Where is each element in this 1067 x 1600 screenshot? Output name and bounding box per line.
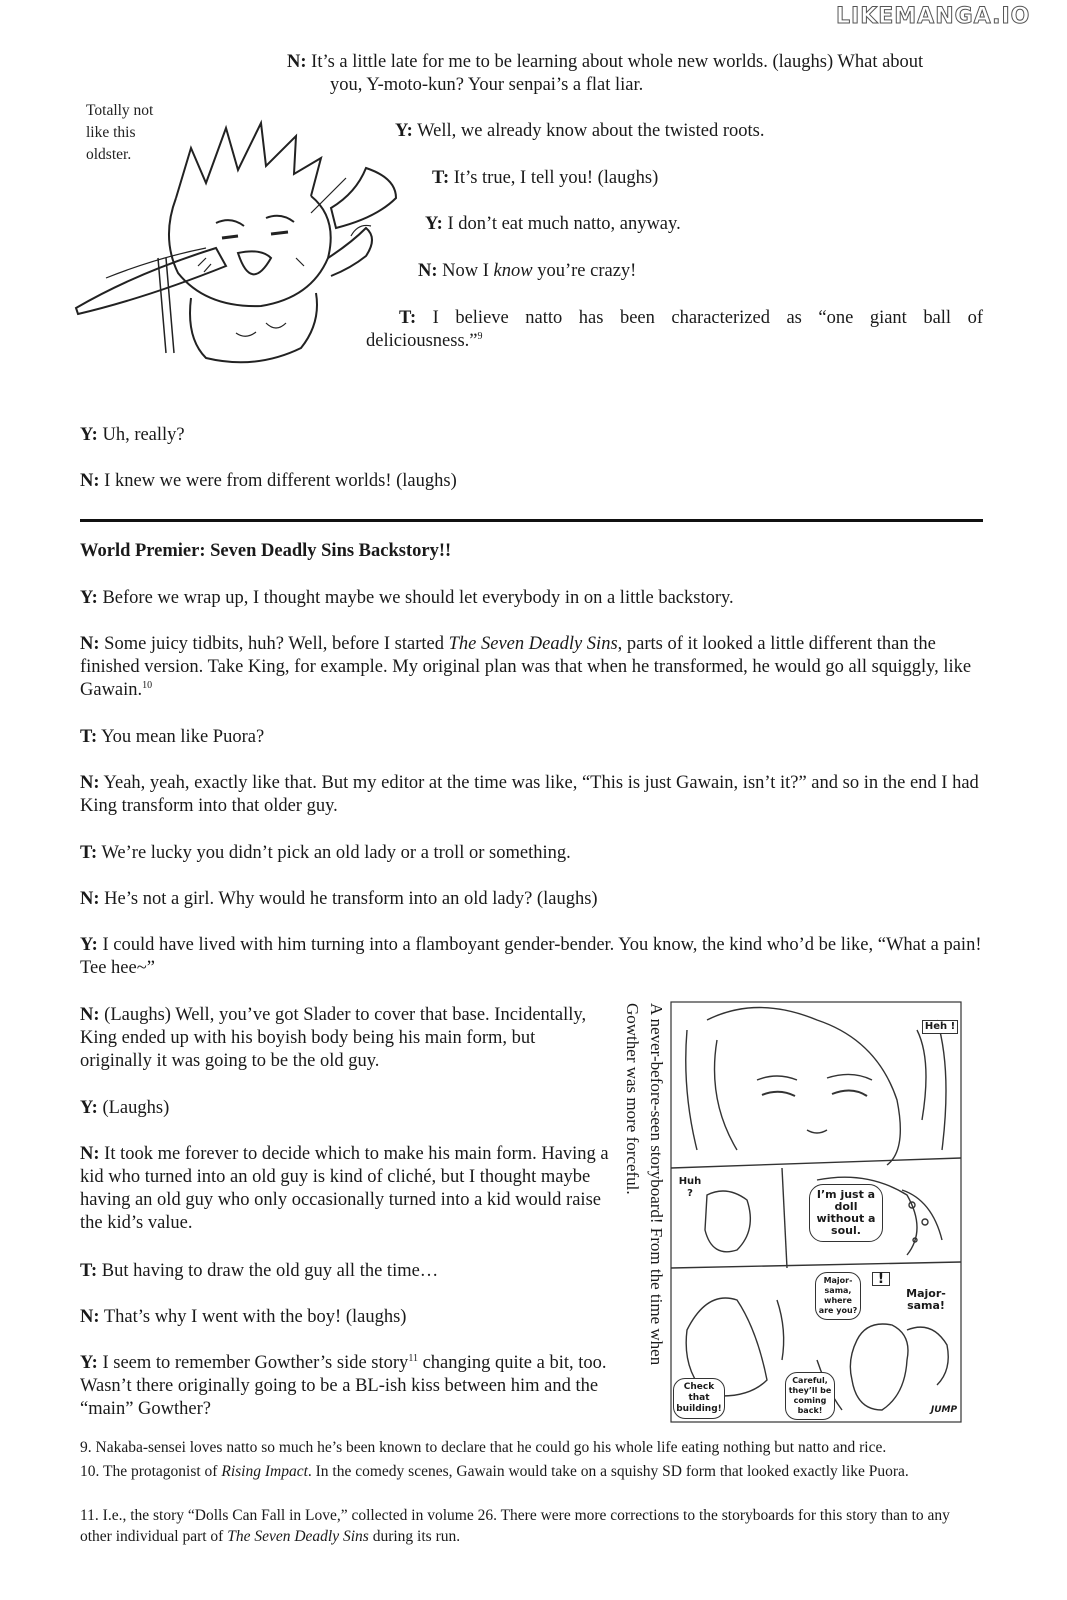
dialogue-text: you’re crazy!	[532, 261, 637, 281]
speaker-label: Y:	[80, 588, 98, 608]
speaker-label: T:	[80, 843, 98, 863]
body-paragraph	[80, 587, 985, 610]
dialogue-text: It took me forever to decide which to make his main form. Having a kid who turned into an old guy is kind of cliché, but I thought maybe having an old guy who only occasionally turned into a kid would raise the kid’s value.	[80, 1144, 609, 1233]
dialogue-text: You mean like Puora?	[101, 727, 265, 747]
dialogue-text: deliciousness.”	[366, 331, 478, 351]
speech-bubble: Heh !	[922, 1020, 958, 1034]
speaker-label: N:	[80, 1307, 100, 1327]
dialogue-line	[330, 74, 643, 97]
speaker-label: Y:	[80, 425, 98, 445]
footnote	[80, 1461, 985, 1482]
emphasis: know	[493, 261, 533, 281]
watermark: LIKEMANGA.IO	[836, 4, 1031, 29]
speaker-label: N:	[80, 773, 100, 793]
body-paragraph	[80, 772, 985, 818]
speaker-label: T:	[399, 308, 417, 328]
dialogue-text: That’s why I went with the boy! (laughs)	[103, 1307, 407, 1327]
dialogue-text: It’s true, I tell you! (laughs)	[453, 168, 659, 188]
body-paragraph	[80, 1306, 610, 1329]
speech-bubble: Major-sama!	[906, 1287, 946, 1312]
dialogue-text: you, Y-moto-kun? Your senpai’s a flat liar.	[330, 75, 644, 95]
speaker-label: N:	[80, 634, 100, 654]
footnote-ref: 10	[142, 679, 153, 691]
dialogue-line	[366, 330, 483, 353]
body-paragraph	[80, 934, 985, 980]
speaker-label: N:	[80, 1144, 100, 1164]
footnote-text: 9. Nakaba-sensei loves natto so much he’s been known to declare that he could go his whole life eating nothing but natto and rice.	[80, 1439, 887, 1456]
dialogue-text: I don’t eat much natto, anyway.	[447, 214, 681, 234]
dialogue-text: We’re lucky you didn’t pick an old lady or a troll or something.	[101, 843, 571, 863]
body-paragraph	[80, 1143, 610, 1235]
speaker-label: N:	[418, 261, 438, 281]
footnote-ref: 9	[477, 330, 483, 342]
dialogue-line	[80, 470, 457, 493]
dialogue-text: changing quite a bit, too. Wasn’t there originally going to be a BL-ish kiss between him and the “main” Gowther?	[80, 1353, 607, 1419]
footnote-ref: 11	[408, 1352, 418, 1364]
footnote-text: 10. The protagonist of	[80, 1463, 222, 1480]
body-paragraph	[80, 842, 985, 865]
speech-bubble: Huh ?	[678, 1176, 702, 1199]
storyboard-image	[667, 1000, 965, 1430]
dialogue-line	[395, 120, 764, 143]
speech-bubble: Careful, they’ll be coming back!	[785, 1372, 835, 1420]
dialogue-text: It’s a little late for me to be learning about whole new worlds. (laughs) What about	[311, 52, 924, 72]
dialogue-text: Now I	[442, 261, 494, 281]
speaker-label: N:	[80, 889, 100, 909]
speaker-label: T:	[80, 727, 98, 747]
dialogue-text: I knew we were from different worlds! (laughs)	[104, 471, 457, 491]
footnote-text: 11. I.e., the story “Dolls Can Fall in Love,” collected in volume 26. There were more corrections to the storyboards for this story than to any other individual part of	[80, 1507, 950, 1545]
dialogue-text: Some juicy tidbits, huh? Well, before I started	[104, 634, 449, 654]
speaker-label: Y:	[80, 1353, 98, 1373]
body-paragraph	[80, 726, 985, 749]
dialogue-text: Well, we already know about the twisted roots.	[417, 121, 765, 141]
body-paragraph	[80, 1004, 610, 1073]
speaker-label: N:	[287, 52, 307, 72]
speaker-label: N:	[80, 1005, 100, 1025]
body-paragraph	[80, 1352, 620, 1421]
dialogue-text: (Laughs) Well, you’ve got Slader to cover that base. Incidentally, King ended up with his boyish body being his main form, but originally it was going to be the old guy.	[80, 1005, 587, 1071]
speaker-label: Y:	[395, 121, 413, 141]
sound-effect: JUMP	[930, 1405, 958, 1415]
dialogue-text: I believe natto has been characterized as “one giant ball of	[432, 308, 984, 328]
dialogue-text: , parts of it looked a little different than the finished version. Take King, for example. My original plan was that when he transformed, he would go all squiggly, like Gawain.	[80, 634, 972, 700]
caption-line: like this	[86, 124, 136, 141]
speech-bubble: !	[872, 1272, 890, 1286]
section-title: World Premier: Seven Deadly Sins Backstory!!	[80, 541, 452, 561]
speech-bubble: Major-sama, where are you?	[815, 1272, 861, 1320]
dialogue-line	[432, 167, 658, 190]
dialogue-line	[418, 260, 636, 283]
dialogue-line	[425, 213, 681, 236]
dialogue-text: He’s not a girl. Why would he transform into an old lady? (laughs)	[104, 889, 598, 909]
dialogue-line	[80, 424, 185, 447]
speech-bubble: Check that building!	[673, 1378, 725, 1419]
emphasis: Rising Impact	[221, 1463, 308, 1480]
dialogue-text: Uh, really?	[102, 425, 185, 445]
speaker-label: T:	[432, 168, 450, 188]
caption-line: oldster.	[86, 146, 132, 163]
speaker-label: Y:	[80, 1098, 98, 1118]
dialogue-line	[399, 307, 983, 330]
body-paragraph	[80, 1260, 610, 1283]
section-divider	[80, 519, 983, 522]
dialogue-text: Before we wrap up, I thought maybe we should let everybody in on a little backstory.	[102, 588, 734, 608]
body-paragraph	[80, 1097, 610, 1120]
dialogue-text: I could have lived with him turning into a flamboyant gender-bender. You know, the kind who’d be like, “What a pain! Tee hee~”	[80, 935, 982, 978]
footnote-text: during its run.	[368, 1528, 461, 1545]
footnote	[80, 1437, 985, 1458]
speaker-label: T:	[80, 1261, 98, 1281]
emphasis: The Seven Deadly Sins	[448, 634, 618, 654]
dialogue-line	[287, 51, 923, 74]
body-paragraph	[80, 633, 985, 702]
caption-line: Totally not	[86, 102, 154, 119]
storyboard-caption: A never-before-seen storyboard! From the time when Gowther was more forceful.	[623, 1003, 666, 1366]
footnote	[80, 1505, 985, 1547]
footnote-text: . In the comedy scenes, Gawain would take on a squishy SD form that looked exactly like Puora.	[307, 1463, 909, 1480]
body-paragraph	[80, 888, 985, 911]
dialogue-text: But having to draw the old guy all the time…	[101, 1261, 439, 1281]
chibi-oldster-illustration	[66, 108, 406, 368]
speaker-label: Y:	[425, 214, 443, 234]
dialogue-text: Yeah, yeah, exactly like that. But my editor at the time was like, “This is just Gawain, isn’t it?” and so in the end I had King transform into that older guy.	[80, 773, 979, 816]
dialogue-text: I seem to remember Gowther’s side story	[102, 1353, 409, 1373]
emphasis: The Seven Deadly Sins	[227, 1528, 369, 1545]
speaker-label: N:	[80, 471, 100, 491]
dialogue-text: (Laughs)	[102, 1098, 170, 1118]
speaker-label: Y:	[80, 935, 98, 955]
speech-bubble: I’m just a doll without a soul.	[809, 1184, 883, 1242]
